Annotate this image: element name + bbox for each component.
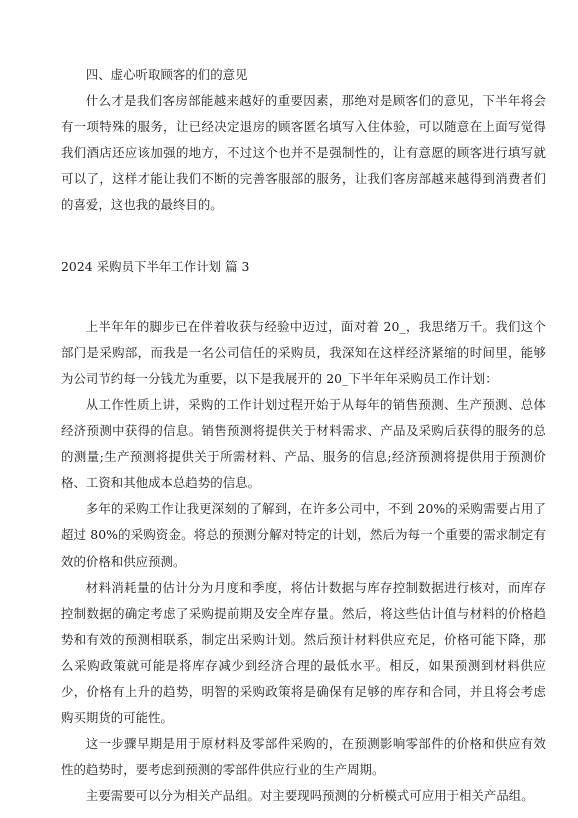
paragraph: 什么才是我们客房部能越来越好的重要因素，那绝对是顾客们的意见，下半年将会有一项特殊的服务，让已经决定退房的顾客匿名填写入住体验，可以随意在上面写觉得我们酒店还应该加强的地方，不过这个也并不是强制性的，让有意愿的顾客进行填写就可以了，这样才能让我们不断的完善客服部的服务，让我们客房部越来越得到消费者们的喜爱，这也我的最终目的。	[61, 93, 546, 213]
section-heading: 四、虚心听取顾客的们的意见	[85, 67, 248, 82]
paragraph: 从工作性质上讲，采购的工作计划过程开始于从每年的销售预测、生产预测、总体经济预测中获得的信息。销售预测将提供关于材料需求、产品及采购后获得的服务的总的测量;生产预测将提供关于所需材料、产品、服务的信息;经济预测将提供用于预测价格、工资和其他成本总趋势的信息。	[61, 396, 546, 491]
paragraph: 材料消耗量的估计分为月度和季度，将估计数据与库存控制数据进行核对，而库存控制数据的确定考虑了采购提前期及安全库存量。然后，将这些估计值与材料的价格趋势和有效的预测相联系，制定出采购计划。然后预计材料供应充足，价格可能下降，那么采购政策就可能是将库存减少到经济合理的最低水平。相反，如果预测到材料供应少，价格有上升的趋势，明智的采购政策将是确保有足够的库存和合同，并且将会考虑购买期货的可能性。	[61, 579, 546, 726]
paragraph: 多年的采购工作让我更深刻的了解到，在许多公司中，不到 20%的采购需要占用了超过 80%的采购资金。将总的预测分解对特定的计划，然后为每一个重要的需求制定有效的价格和供应预测。	[61, 501, 546, 569]
paragraph: 上半年年的脚步已在伴着收获与经验中迈过，面对着 20_，我思绪万千。我们这个部门是采购部，而我是一名公司信任的采购员，我深知在这样经济紧缩的时间里，能够为公司节约每一分钱尤为重要，以下是我展开的 20_下半年年采购员工作计划：	[61, 318, 546, 386]
paragraph: 这一步骤早期是用于原材料及零部件采购的，在预测影响零部件的价格和供应有效性的趋势时，要考虑到预测的零部件供应行业的生产周期。	[61, 736, 546, 778]
plan-title: 2024 采购员下半年工作计划 篇 3	[61, 258, 250, 274]
paragraph: 主要需要可以分为相关产品组。对主要现吗预测的分析模式可应用于相关产品组。	[85, 788, 534, 804]
